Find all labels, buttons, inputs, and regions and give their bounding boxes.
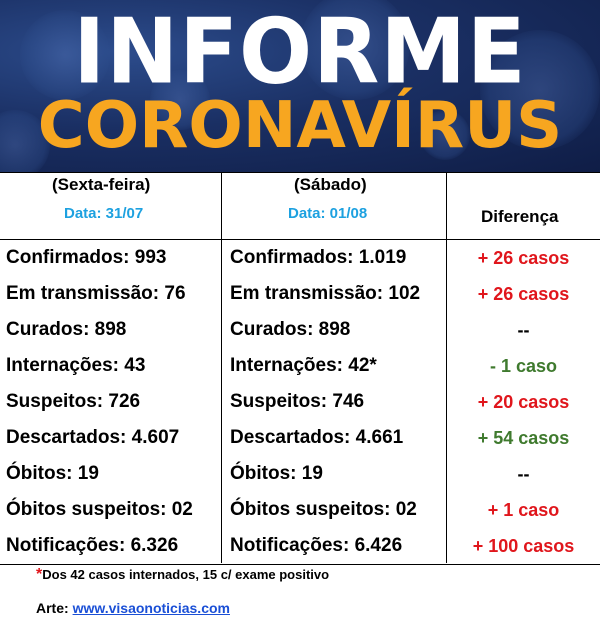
header-friday-date: Data: 31/07: [64, 205, 144, 222]
cell-saturday: Suspeitos: 746: [230, 391, 365, 412]
cell-saturday: Descartados: 4.661: [230, 427, 404, 448]
header-friday: [0, 173, 221, 240]
cell-friday: Descartados: 4.607: [6, 427, 180, 448]
cell-friday: Suspeitos: 726: [6, 391, 141, 412]
cell-saturday: Óbitos suspeitos: 02: [230, 499, 417, 520]
banner-title-line2: CORONAVÍRUS: [37, 89, 563, 163]
table-row: [0, 384, 600, 420]
cell-saturday: Óbitos: 19: [230, 463, 323, 484]
cell-friday: Em transmissão: 76: [6, 283, 186, 304]
cell-difference: + 1 caso: [487, 500, 560, 520]
header-friday-day: (Sexta-feira): [52, 175, 151, 194]
cell-saturday: Curados: 898: [230, 319, 351, 340]
table-row: [0, 528, 600, 564]
footnote-text: Dos 42 casos internados, 15 c/ exame positivo: [42, 567, 330, 582]
header-saturday-day: (Sábado): [294, 175, 367, 194]
header-saturday: [222, 173, 446, 240]
cell-difference: + 26 casos: [477, 248, 570, 268]
cell-difference: + 20 casos: [477, 392, 570, 412]
cell-friday: Notificações: 6.326: [6, 535, 179, 556]
cell-friday: Curados: 898: [6, 319, 127, 340]
credit-line: [36, 600, 230, 616]
table-row: [0, 492, 600, 528]
header-difference: [447, 173, 600, 240]
header-difference-label: Diferença: [481, 207, 559, 226]
cell-saturday: Notificações: 6.426: [230, 535, 403, 556]
footnote: [36, 566, 329, 584]
cell-friday: Óbitos suspeitos: 02: [6, 499, 193, 520]
cell-difference: + 100 casos: [472, 536, 575, 556]
table-row: [0, 420, 600, 456]
cell-friday: Óbitos: 19: [6, 463, 99, 484]
table-bottom-border: [0, 564, 600, 565]
cell-difference: + 54 casos: [477, 428, 570, 448]
cell-friday: Internações: 43: [6, 355, 146, 376]
banner-title-line1: INFORME: [73, 0, 527, 105]
table-row: [0, 348, 600, 384]
header-banner: [0, 0, 600, 172]
header-saturday-date: Data: 01/08: [288, 205, 368, 222]
table-row: [0, 240, 600, 276]
cell-saturday: Internações: 42*: [230, 355, 377, 376]
credit-link[interactable]: www.visaonoticias.com: [72, 600, 230, 616]
cell-friday: Confirmados: 993: [6, 247, 167, 268]
table-row: [0, 276, 600, 312]
table-row: [0, 312, 600, 348]
footnote-asterisk: *: [36, 566, 43, 583]
cell-difference: --: [517, 320, 530, 340]
credit-label: Arte:: [36, 600, 69, 616]
table-header-row: [0, 173, 600, 240]
cell-saturday: Confirmados: 1.019: [230, 247, 407, 268]
cell-difference: --: [517, 464, 530, 484]
cell-difference: + 26 casos: [477, 284, 570, 304]
comparison-table: [0, 172, 600, 564]
cell-difference: - 1 caso: [489, 356, 558, 376]
cell-saturday: Em transmissão: 102: [230, 283, 421, 304]
table-row: [0, 456, 600, 492]
